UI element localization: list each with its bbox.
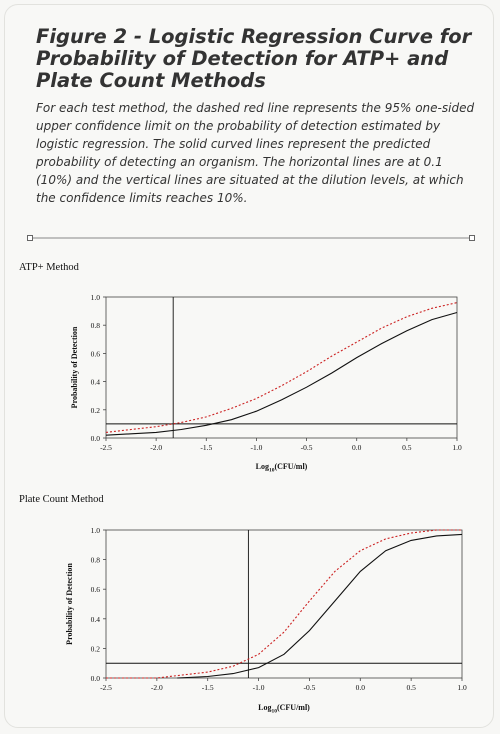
figure-title: Figure 2 - Logistic Regression Curve for Probability of Detection for ATP+ and Plate Count Methods [36, 25, 472, 92]
y-tick-label: 1.0 [90, 293, 100, 302]
y-tick-label: 0.2 [90, 644, 100, 654]
x-tick-label: -2.5 [100, 683, 112, 692]
y-tick-label: 0.8 [90, 555, 100, 565]
y-tick-label: 0.4 [90, 614, 100, 624]
upper-confidence-curve [106, 530, 462, 678]
x-tick-label: 1.0 [457, 683, 467, 692]
x-tick-label: 0.5 [402, 443, 412, 452]
y-tick-label: 0.0 [90, 434, 100, 443]
x-axis-title: Log$_{10}$(CFU/ml) [258, 703, 310, 715]
plot-frame [106, 530, 462, 678]
x-tick-label: -0.5 [303, 683, 316, 692]
y-tick-label: 0.0 [90, 674, 100, 683]
y-tick-label: 0.8 [90, 321, 100, 331]
atp-panel-label: ATP+ Method [19, 262, 79, 273]
x-tick-label: -1.5 [201, 683, 214, 692]
x-tick-label: -2.5 [100, 443, 112, 452]
y-tick-label: 1.0 [90, 526, 100, 535]
x-tick-label: -2.0 [150, 683, 163, 692]
y-tick-label: 0.6 [90, 585, 100, 595]
x-tick-label: -1.0 [252, 683, 265, 692]
y-tick-label: 0.4 [90, 377, 100, 387]
x-tick-label: 0.5 [406, 683, 416, 692]
x-tick-label: -1.0 [250, 443, 263, 452]
x-tick-label: 0.0 [352, 443, 362, 452]
y-axis-title: Probability of Detection [65, 563, 74, 645]
x-axis-title: Log$_{10}$(CFU/ml) [255, 462, 308, 474]
plate-count-panel-label: Plate Count Method [19, 494, 104, 505]
x-tick-label: 0.0 [355, 683, 365, 692]
predicted-probability-curve [177, 534, 462, 678]
y-axis-title: Probability of Detection [70, 326, 79, 409]
x-tick-label: 1.0 [452, 443, 462, 452]
y-tick-label: 0.6 [90, 349, 100, 359]
x-tick-label: -1.5 [200, 443, 213, 452]
y-tick-label: 0.2 [90, 405, 100, 415]
x-tick-label: -2.0 [150, 443, 163, 452]
x-tick-label: -0.5 [300, 443, 313, 452]
figure-caption: For each test method, the dashed red line represents the 95% one-sided upper confidence limit on the probability of detection estimated by logistic regression. The solid curved lines represent the predicted probability of detecting an organism. The horizontal lines are at 0.1 (10%) and the vertical lines are situated at the dilution levels, at which the confidence limits reaches 10%. [36, 101, 475, 205]
